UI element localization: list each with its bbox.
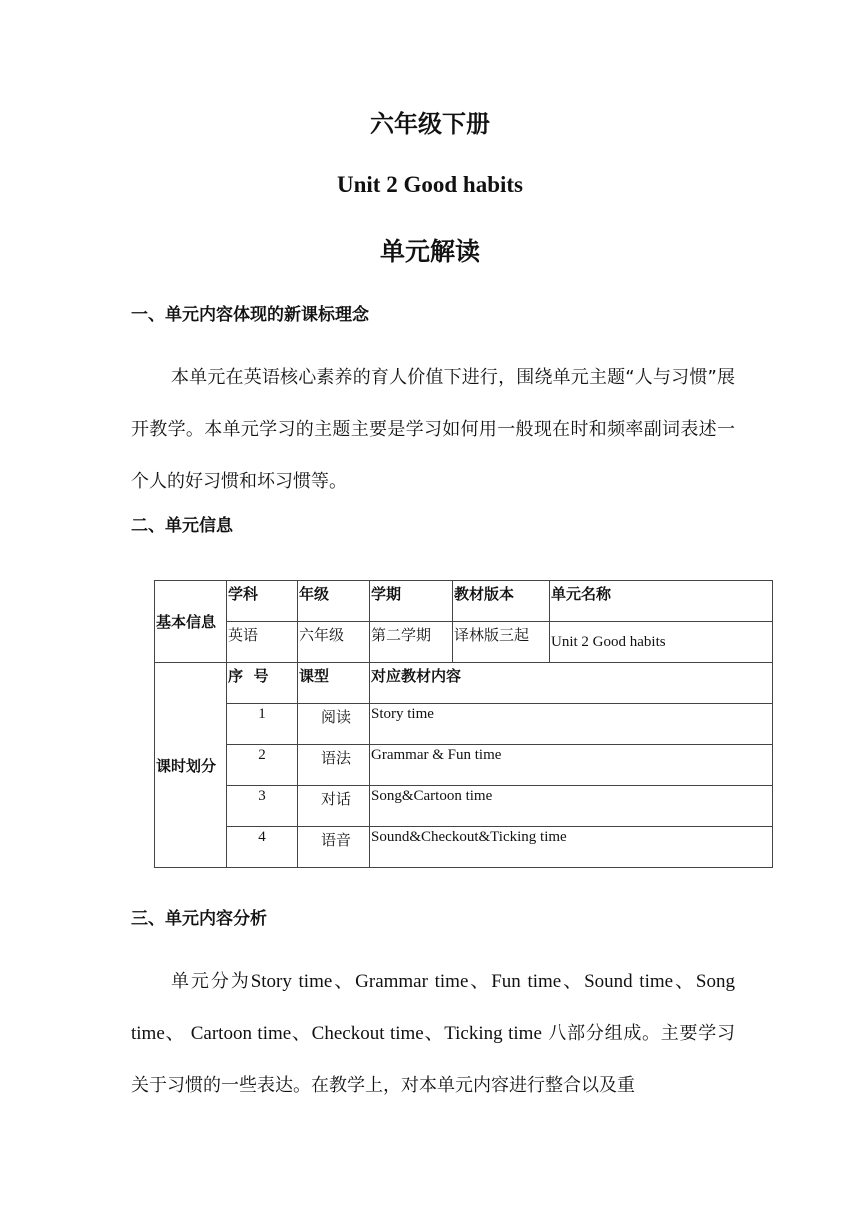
table-row xyxy=(155,663,773,704)
lesson-type: 语音 xyxy=(298,827,370,868)
table-cell: 英语 xyxy=(227,622,298,663)
section-heading-3: 三、单元内容分析 xyxy=(131,909,267,929)
lesson-content: Sound&Checkout&Ticking time xyxy=(370,827,773,868)
table-cell: Unit 2 Good habits xyxy=(550,622,773,663)
lesson-number: 2 xyxy=(227,745,298,786)
table-header-cell: 学期 xyxy=(370,581,453,622)
table-row xyxy=(155,745,773,786)
table-row xyxy=(155,786,773,827)
grade-title: 六年级下册 xyxy=(370,109,490,138)
table-row xyxy=(155,622,773,663)
lesson-number: 1 xyxy=(227,704,298,745)
unit-info-table xyxy=(154,580,773,868)
table-header-cell: 年级 xyxy=(298,581,370,622)
lesson-number: 4 xyxy=(227,827,298,868)
section-heading-2: 二、单元信息 xyxy=(131,516,233,536)
unit-title: Unit 2 Good habits xyxy=(337,172,523,197)
lesson-type: 语法 xyxy=(298,745,370,786)
lesson-type: 阅读 xyxy=(298,704,370,745)
section-heading-1: 一、单元内容体现的新课标理念 xyxy=(131,305,369,325)
lesson-division-label: 课时划分 xyxy=(155,663,227,868)
table-row xyxy=(155,581,773,622)
table-header-cell: 教材版本 xyxy=(453,581,550,622)
paragraph-text: Story time、Grammar time、Fun time、Sound time、Song time、 Cartoon time、Checkout time、Ticking time xyxy=(131,971,735,1044)
table-header-cell: 单元名称 xyxy=(550,581,773,622)
basic-info-label: 基本信息 xyxy=(155,581,227,663)
table-row xyxy=(155,704,773,745)
lesson-content: Song&Cartoon time xyxy=(370,786,773,827)
table-cell: 第二学期 xyxy=(370,622,453,663)
lesson-type: 对话 xyxy=(298,786,370,827)
section-paragraph-3 xyxy=(131,956,735,1112)
paragraph-text: 八部分组成。主要学习关于习惯的一些表达。在教学上，对本单元内容进行整合以及重 xyxy=(131,1023,735,1096)
table-header-cell: 课型 xyxy=(298,663,370,704)
section-paragraph-1: 本单元在英语核心素养的育人价值下进行，围绕单元主题“人与习惯”展开教学。本单元学习的主题主要是学习如何用一般现在时和频率副词表述一个人的好习惯和坏习惯等。 xyxy=(131,367,735,492)
subtitle: 单元解读 xyxy=(379,237,480,266)
table-row xyxy=(155,827,773,868)
table-header-cell: 序 号 xyxy=(227,663,298,704)
paragraph-text: 单元分为 xyxy=(171,971,251,992)
table-cell: 译林版三起 xyxy=(453,622,550,663)
table-header-cell: 学科 xyxy=(227,581,298,622)
lesson-content: Story time xyxy=(370,704,773,745)
table-header-cell: 对应教材内容 xyxy=(370,663,773,704)
lesson-content: Grammar & Fun time xyxy=(370,745,773,786)
table-cell: 六年级 xyxy=(298,622,370,663)
lesson-number: 3 xyxy=(227,786,298,827)
